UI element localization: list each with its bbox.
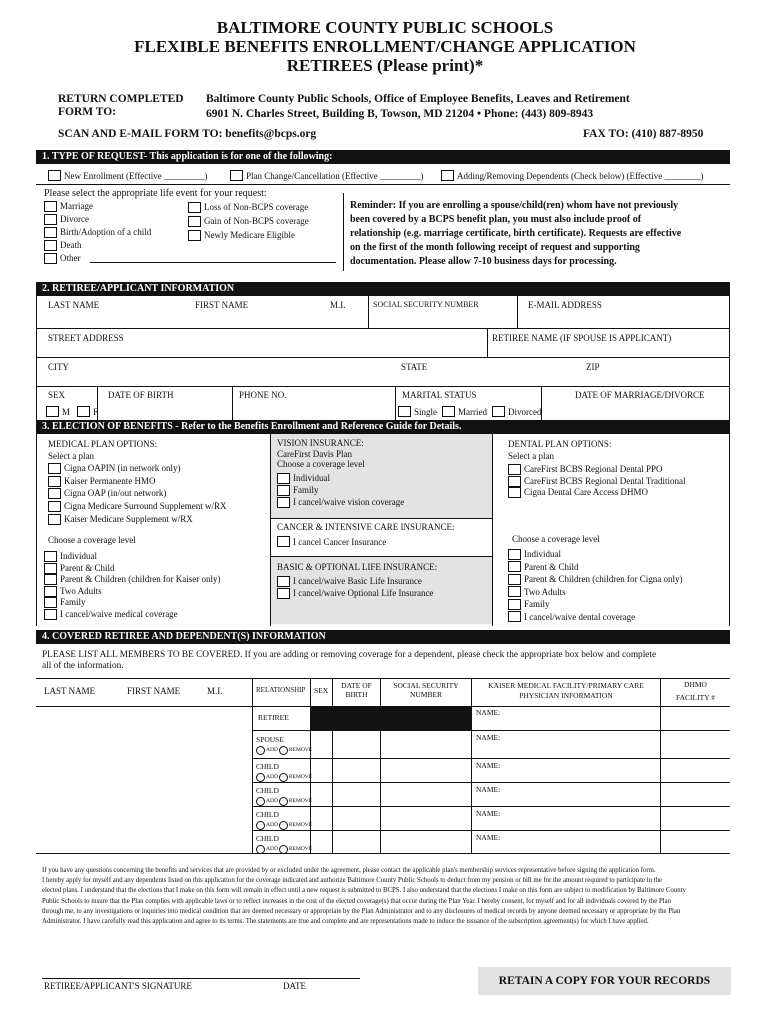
add-remove-toggle <box>256 844 312 854</box>
checkbox[interactable] <box>277 536 290 547</box>
checkbox[interactable] <box>48 463 61 474</box>
request-new-enrollment[interactable] <box>48 170 208 181</box>
dental-level-option[interactable] <box>508 598 682 611</box>
relationship-label: CHILD <box>256 762 279 771</box>
add-remove-toggle <box>256 820 312 830</box>
kaiser-name-field[interactable]: NAME: <box>476 809 501 818</box>
kaiser-name-field[interactable]: NAME: <box>476 833 501 842</box>
medical-title: MEDICAL PLAN OPTIONS: <box>48 439 158 449</box>
relationship-child <box>256 786 312 806</box>
dental-title: DENTAL PLAN OPTIONS: <box>508 439 612 449</box>
sex-f-label: F <box>93 406 99 417</box>
add-radio[interactable] <box>256 821 265 830</box>
checkbox[interactable] <box>230 170 243 181</box>
request-plan-change[interactable] <box>230 170 424 181</box>
reminder-line: documentation. Please allow 7-10 business days for processing. <box>350 256 617 267</box>
legal-line: I hereby apply for myself and any dependents listed on this application for the coverage indicated and authorize Baltimore County Public Schools to deduct from my pension or bill me for the amount required to participate in the <box>42 877 663 885</box>
married-label: Married <box>458 406 488 417</box>
retain-copy-label: RETAIN A COPY FOR YOUR RECORDS <box>498 975 711 987</box>
option-label: I cancel/waive Basic Life Insurance <box>293 576 422 586</box>
col-dhmo-line: DHMO <box>684 680 707 689</box>
life-events-right <box>188 200 309 242</box>
life-event-prompt: Please select the appropriate life event for your request: <box>44 188 267 199</box>
plan-label: Cigna Dental Care Access DHMO <box>524 487 648 497</box>
cancer-option[interactable] <box>277 536 386 547</box>
col-mi: M.I. <box>207 686 223 696</box>
medical-plan-option[interactable] <box>48 475 226 488</box>
event-label: Divorce <box>60 214 89 224</box>
remove-label: REMOVE <box>288 774 313 780</box>
return-label <box>58 93 184 119</box>
add-remove-toggle <box>256 772 312 782</box>
medical-level-option[interactable] <box>44 563 220 575</box>
request-dependents[interactable] <box>441 170 704 181</box>
checkbox[interactable] <box>277 485 290 496</box>
checkbox[interactable] <box>277 473 290 484</box>
remove-label: REMOVE <box>288 846 313 852</box>
event-label: Other <box>60 253 81 263</box>
option-label: I cancel Cancer Insurance <box>293 536 387 547</box>
field-mi[interactable]: M.I. <box>330 300 346 310</box>
checkbox[interactable] <box>48 501 61 512</box>
life-option-list <box>277 576 433 599</box>
medical-plan-option[interactable] <box>48 513 226 526</box>
checkbox[interactable] <box>277 588 290 599</box>
life-event-medicare[interactable] <box>188 228 309 242</box>
vision-level-option[interactable] <box>277 484 404 496</box>
remove-label: REMOVE <box>288 747 313 753</box>
medical-plan-option[interactable] <box>48 500 226 513</box>
field-retiree-name[interactable]: RETIREE NAME (IF SPOUSE IS APPLICANT) <box>492 333 672 343</box>
life-event-marriage[interactable] <box>44 200 151 213</box>
field-email[interactable]: E-MAIL ADDRESS <box>528 300 602 310</box>
address-line-2: 6901 N. Charles Street, Building B, Towson, MD 21204 • Phone: (443) 809-8943 <box>206 108 594 120</box>
level-label: Parent & Child <box>524 561 579 572</box>
vision-plan: CareFirst Davis Plan <box>277 448 352 459</box>
married-checkbox[interactable] <box>442 406 455 417</box>
add-radio[interactable] <box>256 845 265 854</box>
checkbox[interactable] <box>48 170 61 181</box>
section-4-header: 4. COVERED RETIREE AND DEPENDENT(S) INFORMATION <box>36 630 730 644</box>
level-label: Parent & Children (children for Cigna only) <box>524 574 683 584</box>
dental-level-option[interactable] <box>508 586 682 599</box>
vision-choose-level: Choose a coverage level <box>277 459 365 469</box>
vision-level-option[interactable] <box>277 496 404 508</box>
legal-line: If you have any questions concerning the benefits and services that are provided by or excluded under the agreement, please contact the applicable plan's membership services representative before signing the application form. <box>42 867 656 874</box>
remove-radio[interactable] <box>279 821 288 830</box>
field-last-name[interactable]: LAST NAME <box>48 300 100 310</box>
divorced-checkbox[interactable] <box>492 406 505 417</box>
return-address <box>206 92 630 122</box>
field-ssn[interactable]: SOCIAL SECURITY NUMBER <box>373 300 479 309</box>
relationship-spouse <box>256 734 312 756</box>
relationship-child <box>256 762 312 782</box>
kaiser-name-field[interactable]: NAME: <box>476 761 501 770</box>
kaiser-name-field[interactable]: NAME: <box>476 733 501 742</box>
field-phone[interactable]: PHONE NO. <box>239 390 287 400</box>
option-label: Adding/Removing Dependents (Check below) (Effective ________) <box>457 170 704 181</box>
level-label: Two Adults <box>60 585 102 596</box>
life-event-gain-coverage[interactable] <box>188 214 309 228</box>
checkbox[interactable] <box>508 464 521 475</box>
section-1-header: 1. TYPE OF REQUEST- This application is for one of the following: <box>36 150 730 164</box>
instruction-line: PLEASE LIST ALL MEMBERS TO BE COVERED. If you are adding or removing coverage for a dependent, please check the appropriate box below and complete <box>42 650 657 660</box>
option-label: New Enrollment (Effective _________) <box>64 170 208 181</box>
level-label: Family <box>293 485 319 495</box>
vision-level-list <box>277 472 404 508</box>
relationship-child <box>256 834 312 854</box>
level-label: I cancel/waive vision coverage <box>293 497 405 507</box>
section-3-header: 3. ELECTION OF BENEFITS - Refer to the Benefits Enrollment and Reference Guide for Details. <box>36 420 730 434</box>
checkbox[interactable] <box>44 201 57 212</box>
checkbox[interactable] <box>277 576 290 587</box>
checkbox[interactable] <box>441 170 454 181</box>
remove-radio[interactable] <box>279 746 288 755</box>
dental-level-option[interactable] <box>508 573 682 586</box>
sex-options <box>46 406 98 417</box>
section-2-header: 2. RETIREE/APPLICANT INFORMATION <box>36 282 730 296</box>
add-radio[interactable] <box>256 746 265 755</box>
medical-choose-level: Choose a coverage level <box>48 535 136 545</box>
sex-m-checkbox[interactable] <box>46 406 59 417</box>
medical-level-option[interactable] <box>44 609 220 621</box>
add-radio[interactable] <box>256 773 265 782</box>
field-dob[interactable]: DATE OF BIRTH <box>108 390 174 400</box>
checkbox[interactable] <box>508 561 521 572</box>
dental-plan-option[interactable] <box>508 476 686 488</box>
legal-text <box>42 866 722 927</box>
reminder-line: been covered by a BCPS benefit plan, you must also include proof of <box>350 214 642 225</box>
checkbox[interactable] <box>44 586 57 597</box>
single-checkbox[interactable] <box>398 406 411 417</box>
reminder-text <box>350 199 681 269</box>
col-dob <box>333 681 380 699</box>
event-label: Birth/Adoption of a child <box>60 227 152 237</box>
relationship-label: CHILD <box>256 810 279 819</box>
cancer-title: CANCER & INTENSIVE CARE INSURANCE: <box>277 522 455 532</box>
sex-m-label: M <box>62 406 71 417</box>
add-label: ADD <box>266 846 278 852</box>
dental-level-option[interactable] <box>508 611 682 624</box>
remove-radio[interactable] <box>279 797 288 806</box>
medical-plan-option[interactable] <box>48 462 226 475</box>
reminder-line: Reminder: If you are enrolling a spouse/child(ren) whom have not previously <box>350 200 679 211</box>
life-event-divorce[interactable] <box>44 213 151 226</box>
life-title: BASIC & OPTIONAL LIFE INSURANCE: <box>277 562 438 572</box>
plan-label: Cigna Medicare Surround Supplement w/RX <box>64 501 227 512</box>
checkbox[interactable] <box>44 609 57 620</box>
fax-number: FAX TO: (410) 887-8950 <box>583 128 704 140</box>
kaiser-name-field[interactable]: NAME: <box>476 785 501 794</box>
option-label: Plan Change/Cancellation (Effective _________) <box>246 170 424 181</box>
life-option[interactable] <box>277 576 433 588</box>
col-kaiser-line: KAISER MEDICAL FACILITY/PRIMARY CARE <box>488 681 644 690</box>
add-label: ADD <box>266 822 278 828</box>
plan-label: Kaiser Permanente HMO <box>64 475 156 486</box>
medical-plan-option[interactable] <box>48 487 226 500</box>
checkbox[interactable] <box>44 214 57 225</box>
vision-level-option[interactable] <box>277 472 404 484</box>
dental-level-option[interactable] <box>508 548 682 561</box>
dental-plan-option[interactable] <box>508 487 686 499</box>
field-date-marriage[interactable]: DATE OF MARRIAGE/DIVORCE <box>575 390 705 400</box>
event-label: Loss of Non-BCPS coverage <box>204 202 309 212</box>
checkbox[interactable] <box>44 563 57 574</box>
option-label: I cancel/waive Optional Life Insurance <box>293 587 434 598</box>
level-label: Parent & Children (children for Kaiser only) <box>60 574 221 584</box>
level-label: I cancel/waive medical coverage <box>60 608 178 619</box>
checkbox[interactable] <box>508 586 521 597</box>
legal-line: through me, to any investigations or inquiries into medical condition that are deemed necessary or appropriate by the Plan Administrator and to any disclosures of medical records by anyone deemed necessary or appropriate by the Plan <box>42 907 681 915</box>
checkbox[interactable] <box>48 488 61 499</box>
add-label: ADD <box>266 798 278 804</box>
add-label: ADD <box>266 747 278 753</box>
retiree-shaded-cells <box>311 707 471 730</box>
form-title <box>0 18 770 75</box>
dental-choose-level: Choose a coverage level <box>512 534 600 544</box>
title-line-3: RETIREES (Please print)* <box>286 56 484 75</box>
medical-level-option[interactable] <box>44 597 220 609</box>
legal-line: Administrator. I have carefully read this application and agree to its terms. The statements are true and complete and are representations made to induce the issuance of the subscription agreement(s) for which I have applied. <box>42 918 649 926</box>
life-event-other[interactable] <box>44 252 151 265</box>
level-label: Two Adults <box>524 586 566 597</box>
checkbox[interactable] <box>44 227 57 238</box>
checkbox[interactable] <box>48 514 61 525</box>
col-dhmo <box>661 678 730 704</box>
level-label: Individual <box>60 551 97 561</box>
legal-line: elected plans. I understand that the elections that I make on this form will remain in effect until a new request is submitted to BCPS. I also understand that the elections I make on this form are subject to modification by Baltimore County <box>42 887 686 895</box>
col-sex: SEX <box>314 686 329 695</box>
checkbox[interactable] <box>508 549 521 560</box>
col-relationship: RELATIONSHIP <box>256 686 306 694</box>
dental-level-option[interactable] <box>508 561 682 574</box>
field-city[interactable]: CITY <box>48 362 69 372</box>
relationship-label: CHILD <box>256 786 279 795</box>
legal-line: Public Schools to insure that the Plan complies with applicable laws or to reflect increases in the cost of the elected coverage(s) that occur during the Plan Year. I hereby consent, for myself and for all individuals covered by the Plan <box>42 897 672 905</box>
reminder-line: on the first of the month following receipt of request and supporting <box>350 242 640 253</box>
plan-label: Kaiser Medicare Supplement w/RX <box>64 513 193 524</box>
add-remove-toggle <box>256 796 312 806</box>
checkbox[interactable] <box>277 497 290 508</box>
checkbox[interactable] <box>508 611 521 622</box>
col-ssn <box>381 681 471 699</box>
checkbox[interactable] <box>44 551 57 562</box>
reminder-line: relationship (e.g. marriage certificate, birth certificate). Requests are effective <box>350 228 682 239</box>
checkbox[interactable] <box>508 476 521 487</box>
life-event-birth-adoption[interactable] <box>44 226 151 239</box>
life-events-left <box>44 200 151 265</box>
signature-line[interactable] <box>42 978 360 979</box>
field-first-name[interactable]: FIRST NAME <box>195 300 249 310</box>
relationship-label: CHILD <box>256 834 279 843</box>
add-label: ADD <box>266 774 278 780</box>
instruction-line: all of the information. <box>42 661 124 671</box>
title-line-1: BALTIMORE COUNTY PUBLIC SCHOOLS <box>216 18 554 37</box>
plan-label: Cigna OAPIN (in network only) <box>64 463 181 473</box>
event-label: Gain of Non-BCPS coverage <box>204 216 309 226</box>
date-label: DATE <box>283 981 306 991</box>
checkbox[interactable] <box>44 574 57 585</box>
level-label: Family <box>60 597 86 607</box>
dental-plan-option[interactable] <box>508 464 686 476</box>
level-label: Parent & Child <box>60 562 115 573</box>
event-label: Newly Medicare Eligible <box>204 230 295 240</box>
field-zip[interactable]: ZIP <box>586 362 600 372</box>
level-label: I cancel/waive dental coverage <box>524 611 636 622</box>
checkbox[interactable] <box>508 599 521 610</box>
col-last-name: LAST NAME <box>44 686 96 696</box>
medical-level-option[interactable] <box>44 574 220 586</box>
col-first-name: FIRST NAME <box>127 686 181 696</box>
add-radio[interactable] <box>256 797 265 806</box>
dental-select-plan: Select a plan <box>508 451 554 461</box>
checkbox[interactable] <box>44 253 57 264</box>
col-dob-line: DATE OF <box>341 681 372 690</box>
relationship-retiree: RETIREE <box>258 713 289 722</box>
medical-level-list <box>44 551 220 620</box>
vision-title: VISION INSURANCE: <box>277 438 364 448</box>
col-ssn-line: NUMBER <box>409 690 443 699</box>
scan-email: SCAN AND E-MAIL FORM TO: benefits@bcps.org <box>58 128 317 140</box>
plan-label: CareFirst BCBS Regional Dental Traditional <box>524 475 686 486</box>
medical-plan-list <box>48 462 226 526</box>
field-street[interactable]: STREET ADDRESS <box>48 333 124 343</box>
field-sex: SEX <box>48 390 66 400</box>
return-label-line-1: RETURN COMPLETED <box>58 93 184 105</box>
medical-level-option[interactable] <box>44 586 220 598</box>
level-label: Family <box>524 599 550 609</box>
marital-options <box>398 406 542 417</box>
remove-radio[interactable] <box>279 773 288 782</box>
field-marital: MARITAL STATUS <box>402 390 477 400</box>
remove-radio[interactable] <box>279 845 288 854</box>
col-dhmo-line: FACILITY # <box>676 693 715 702</box>
field-state[interactable]: STATE <box>401 362 428 372</box>
checkbox[interactable] <box>508 487 521 498</box>
dental-level-list <box>508 548 682 623</box>
col-kaiser <box>472 681 660 701</box>
level-label: Individual <box>524 549 561 559</box>
sex-f-checkbox[interactable] <box>77 406 90 417</box>
col-ssn-line: SOCIAL SECURITY <box>393 681 459 690</box>
checkbox[interactable] <box>44 597 57 608</box>
life-event-loss-coverage[interactable] <box>188 200 309 214</box>
col-dob-line: BIRTH <box>345 690 368 699</box>
vision-block <box>277 438 365 470</box>
medical-level-option[interactable] <box>44 551 220 563</box>
checkbox[interactable] <box>188 202 201 213</box>
checkbox[interactable] <box>188 230 201 241</box>
remove-label: REMOVE <box>288 822 313 828</box>
checkbox[interactable] <box>508 574 521 585</box>
single-label: Single <box>414 406 438 417</box>
signature-label: RETIREE/APPLICANT'S SIGNATURE <box>44 981 192 991</box>
add-remove-toggle <box>256 745 312 756</box>
relationship-child <box>256 810 312 830</box>
checkbox[interactable] <box>44 240 57 251</box>
life-option[interactable] <box>277 588 433 600</box>
return-label-line-2: FORM TO: <box>58 106 117 118</box>
checkbox[interactable] <box>48 476 61 487</box>
plan-label: Cigna OAP (in/out network) <box>64 488 167 499</box>
event-label: Marriage <box>60 201 93 211</box>
kaiser-name-field[interactable]: NAME: <box>476 708 501 717</box>
medical-select-plan: Select a plan <box>48 451 94 461</box>
dental-plan-list <box>508 464 686 499</box>
title-line-2: FLEXIBLE BENEFITS ENROLLMENT/CHANGE APPLICATION <box>134 37 636 56</box>
checkbox[interactable] <box>188 216 201 227</box>
relationship-label: SPOUSE <box>256 735 284 744</box>
other-line <box>90 262 336 263</box>
divorced-label: Divorced <box>508 406 542 417</box>
address-line-1: Baltimore County Public Schools, Office of Employee Benefits, Leaves and Retirement <box>206 93 630 105</box>
level-label: Individual <box>293 473 330 483</box>
section-4-instructions <box>42 650 656 672</box>
remove-label: REMOVE <box>288 798 313 804</box>
col-kaiser-line: PHYSICIAN INFORMATION <box>519 691 613 700</box>
plan-label: CareFirst BCBS Regional Dental PPO <box>524 464 663 474</box>
life-event-death[interactable] <box>44 239 151 252</box>
event-label: Death <box>60 240 82 250</box>
